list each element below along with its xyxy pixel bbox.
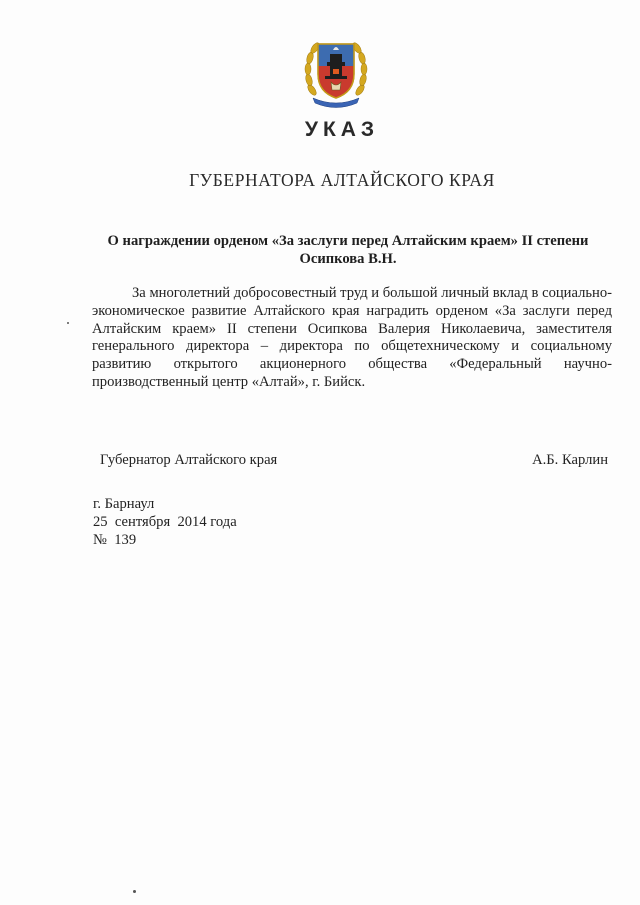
- scan-speck: [67, 322, 69, 324]
- subject-line-1: О награждении орденом «За заслуги перед Алтайским краем» II степени: [107, 233, 589, 249]
- decree-body-text: За многолетний добросовестный труд и большой личный вклад в социально-экономическое развитие Алтайского края наградить орденом «За заслуги перед Алтайским краем» II степени Осипкова Валерия Николаевича, заместителя генерального директора – директора по общетехническому и социальному развитию открытого акционерного общества «Федеральный научно-производственный центр «Алтай», г. Бийск.: [92, 285, 612, 390]
- issue-place: г. Барнаул: [93, 496, 155, 512]
- issue-date: 25 сентября 2014 года: [93, 514, 237, 530]
- document-subject: [80, 232, 616, 268]
- signer-name: А.Б. Карлин: [532, 452, 608, 468]
- subject-line-2: Осипкова В.Н.: [299, 251, 397, 267]
- issuer-title: ГУБЕРНАТОРА АЛТАЙСКОГО КРАЯ: [189, 170, 495, 190]
- document-number: № 139: [93, 532, 137, 548]
- document-type-title: УКАЗ: [304, 118, 380, 141]
- ribbon: [313, 98, 359, 108]
- document-footer: [93, 495, 237, 549]
- coat-of-arms-emblem: [303, 32, 369, 108]
- scan-speck: [133, 890, 136, 893]
- signer-position: Губернатор Алтайского края: [100, 452, 278, 468]
